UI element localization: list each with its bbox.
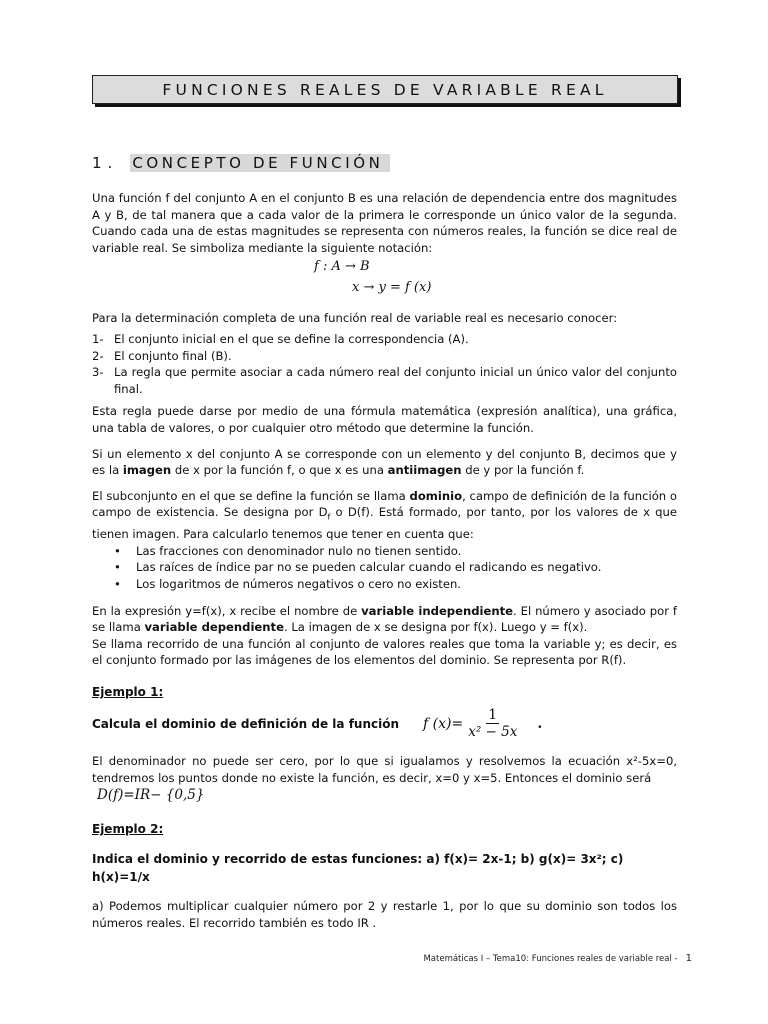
footer-text: Matemáticas I – Tema10: Funciones reales de variable real - xyxy=(423,954,678,964)
list-item: • Los logaritmos de números negativos o cero no existen. xyxy=(114,577,461,591)
intro-paragraph: Una función f del conjunto A en el conjunto B es una relación de dependencia entre dos magnitudes A y B, de tal manera que a cada valor de la primera le corresponde un único valor de la segunda. Cuando cada una de estas magnitudes se representa con números reales, la función se dice real de variable real. Se simboliza mediante la siguiente notación: xyxy=(92,191,677,255)
list-item: • Las raíces de índice par no se pueden calcular cuando el radicando es negativo. xyxy=(114,560,602,575)
domain-result: D(f)=IR− {0,5} xyxy=(97,787,205,804)
list-item: 2- El conjunto final (B). xyxy=(92,348,232,363)
domain-rules-list xyxy=(92,543,677,593)
example-2-question: Indica el dominio y recorrido de estas funciones: a) f(x)= 2x-1; b) g(x)= 3x²; c) h(x)=1/x xyxy=(92,852,624,885)
page-footer xyxy=(92,953,692,964)
example-2-answer: a) Podemos multiplicar cualquier número por 2 y restarle 1, por lo que su dominio son todos los números reales. El recorrido también es todo IR . xyxy=(92,899,677,930)
list-item: 1- El conjunto inicial en el que se define la correspondencia (A). xyxy=(92,331,469,346)
notation-line-2: x → y = f (x) xyxy=(352,280,432,296)
image-paragraph: Si un elemento x del conjunto A se corresponde con un elemento y del conjunto B, decimos que y es la imagen de x por la función f, o que x es una antiimagen de y por la función f. xyxy=(92,446,677,478)
rule-paragraph: Esta regla puede darse por medio de una fórmula matemática (expresión analítica), una gráfica, una tabla de valores, o por cualquier otro método que determine la función. xyxy=(92,404,677,435)
example-1-answer: El denominador no puede ser cero, por lo que si igualamos y resolvemos la ecuación x²-5x=0, tendremos los puntos donde no existe la función, es decir, x=0 y x=5. Entonces el dominio será xyxy=(92,753,677,785)
term-variable-independiente: variable independiente xyxy=(361,603,514,618)
document-title: FUNCIONES REALES DE VARIABLE REAL xyxy=(162,80,608,99)
title-banner xyxy=(92,75,678,104)
list-item: • Las fracciones con denominador nulo no tienen sentido. xyxy=(114,543,462,558)
section-heading xyxy=(92,152,390,173)
body-content xyxy=(92,190,677,931)
term-imagen: imagen xyxy=(122,463,172,478)
function-formula: f (x)= $\frac{1}{\text{x² − 5x}}$ . xyxy=(423,707,543,741)
notation-line-1: f : A → B xyxy=(314,259,370,275)
example-1-heading: Ejemplo 1: xyxy=(92,684,164,699)
conditions-intro: Para la determinación completa de una función real de variable real es necesario conocer: xyxy=(92,311,618,326)
domain-paragraph: El subconjunto en el que se define la función se llama dominio, campo de definición de la función o campo de existencia. Se designa por $D_f$ o D(f). Está formado, por tanto, por los valores de x que tienen imagen. Para calcularlo tenemos que tener en cuenta que: xyxy=(92,488,677,542)
page-number: 1 xyxy=(685,953,692,964)
term-antiimagen: antiimagen xyxy=(387,463,462,478)
section-number: 1. xyxy=(92,153,119,172)
list-item: 3- La regla que permite asociar a cada número real del conjunto inicial un único valor del conjunto final. xyxy=(92,365,677,396)
term-variable-dependiente: variable dependiente xyxy=(144,620,284,635)
example-1-question: Calcula el dominio de definición de la función f (x)= $\frac{1}{\text{x² − 5x}}$ . xyxy=(92,707,543,741)
example-2-heading: Ejemplo 2: xyxy=(92,822,164,837)
range-paragraph: Se llama recorrido de una función al conjunto de valores reales que toma la variable y; es decir, es el conjunto formado por las imágenes de los elementos del dominio. Se representa por R(f). xyxy=(92,636,677,668)
requirements-list xyxy=(92,331,677,397)
term-dominio: dominio xyxy=(409,488,463,503)
variables-paragraph: En la expresión y=f(x), x recibe el nombre de variable independiente. El número y asociado por f se llama variable dependiente. La imagen de x se designa por f(x). Luego y = f(x). xyxy=(92,603,678,635)
section-title: CONCEPTO DE FUNCIÓN xyxy=(130,154,389,172)
